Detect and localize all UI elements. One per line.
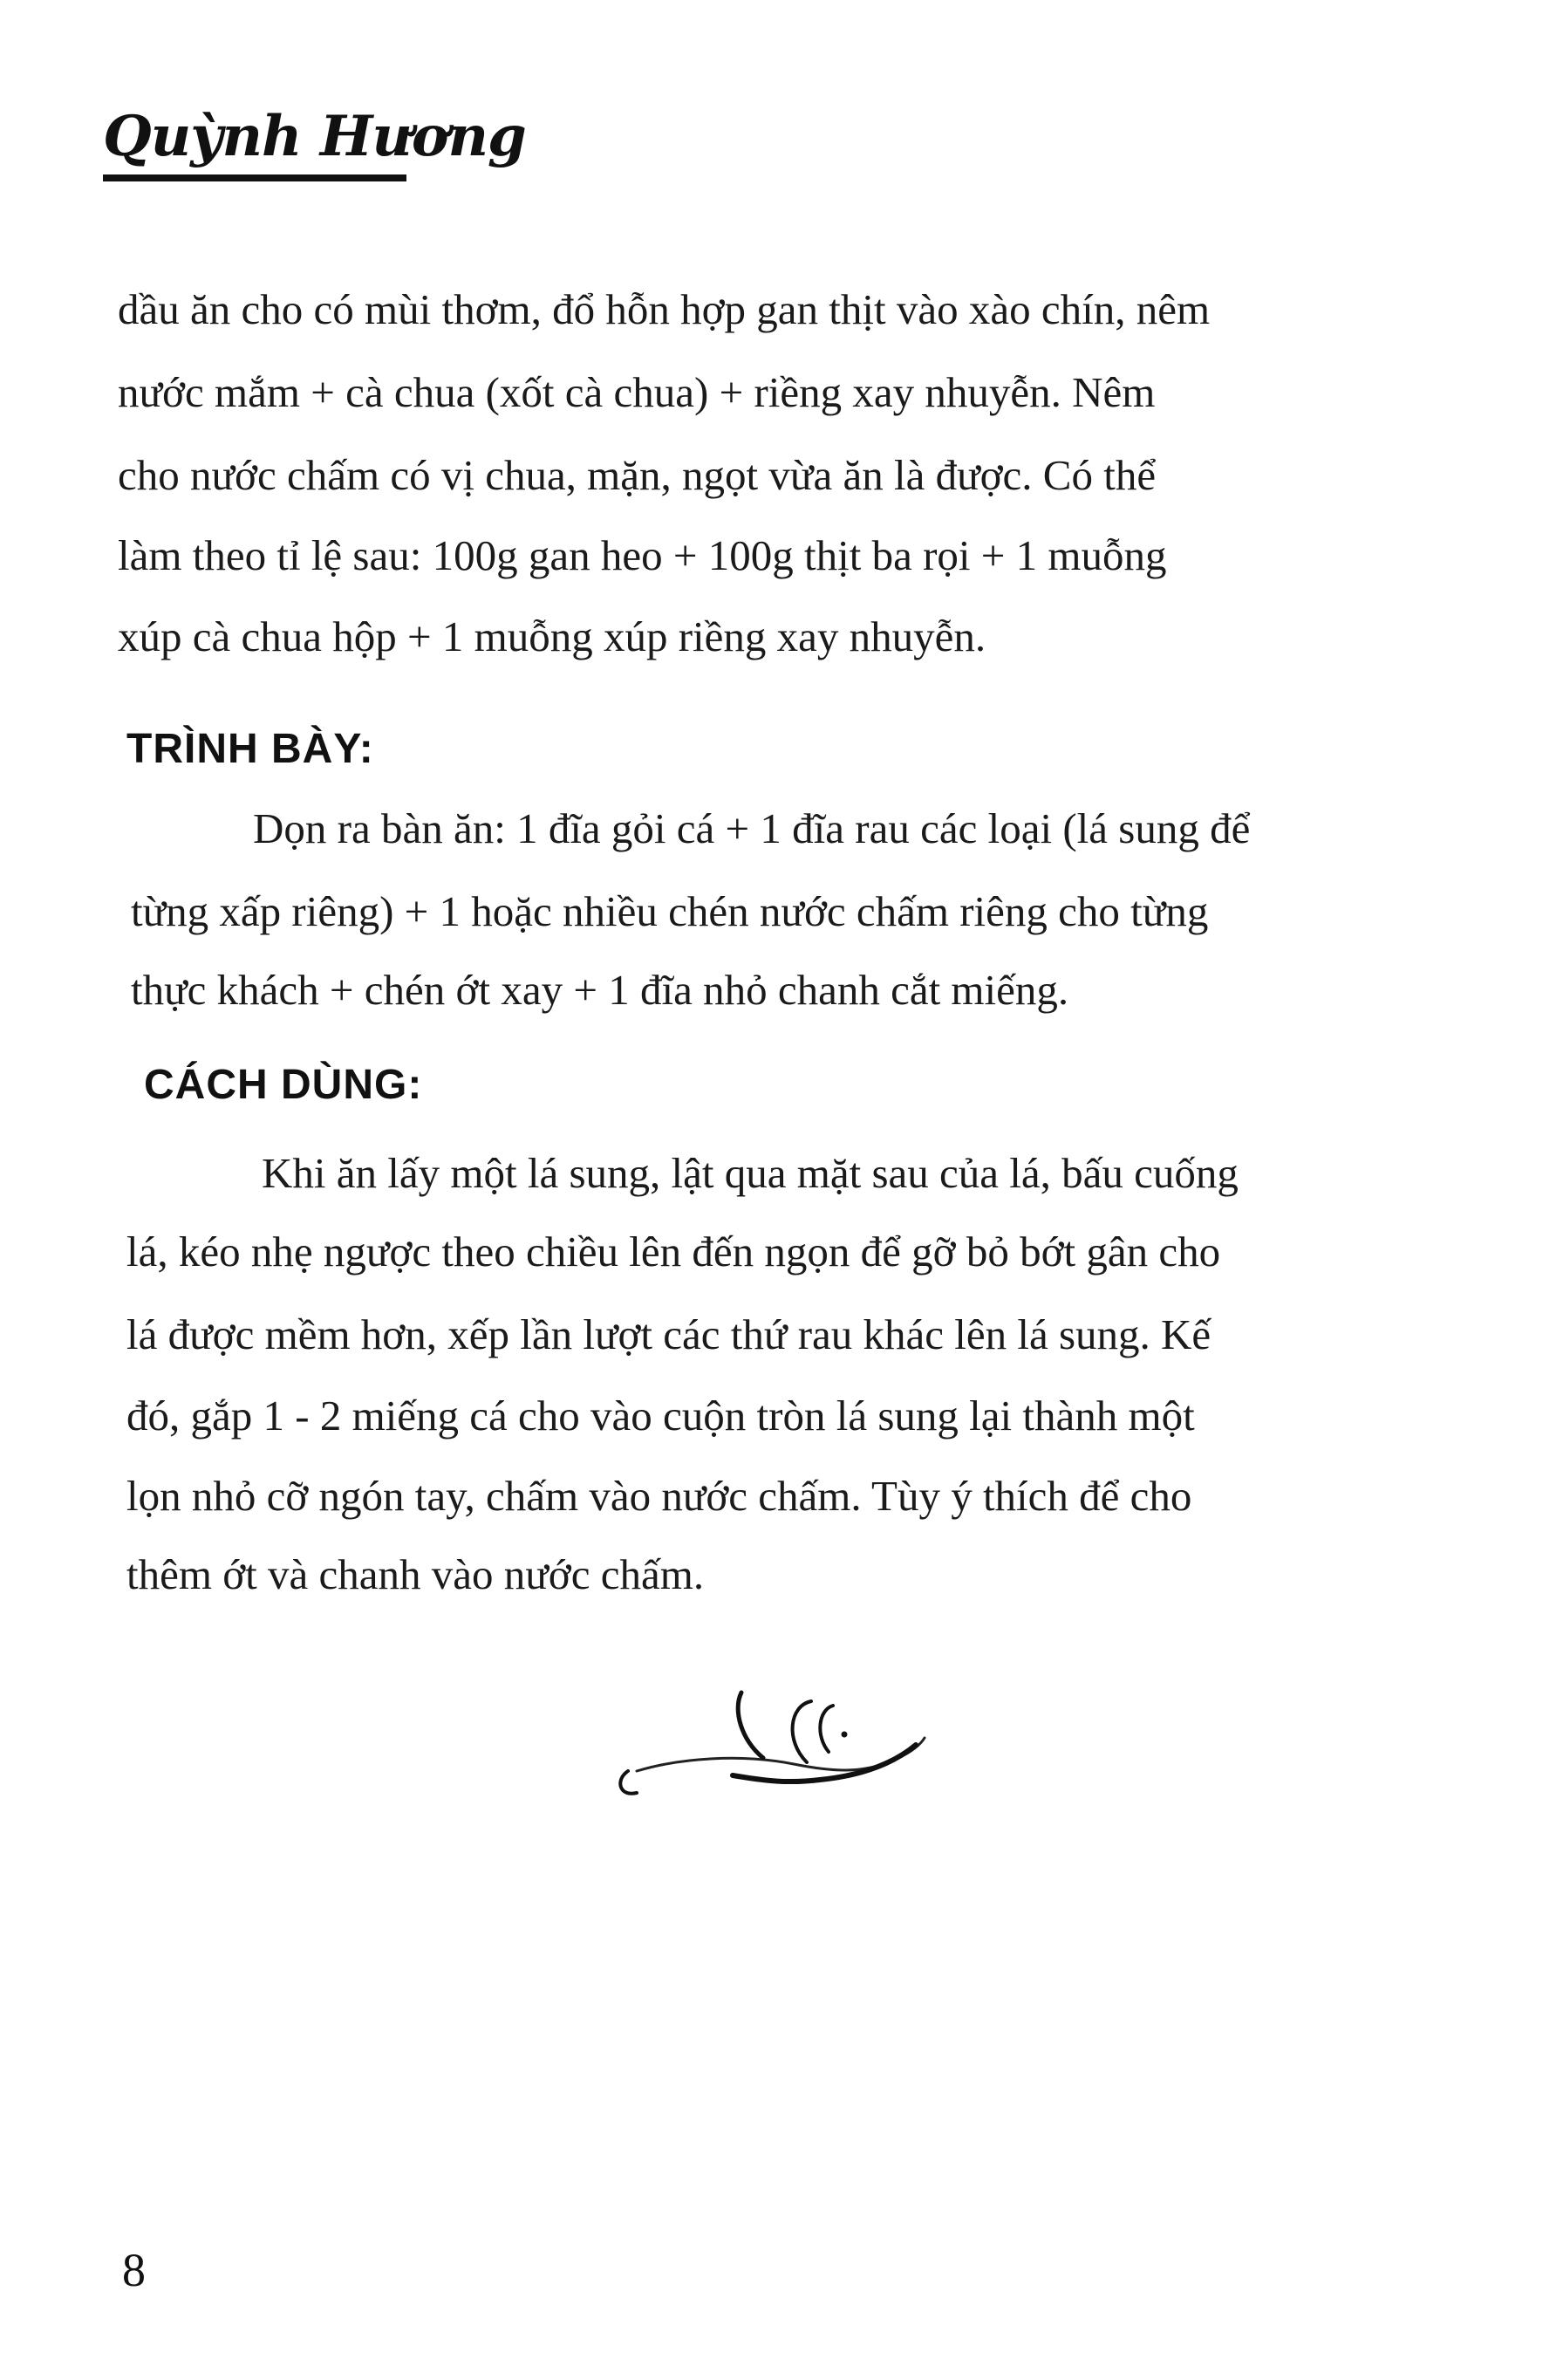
paragraph-line: lá được mềm hơn, xếp lần lượt các thứ rau khác lên lá sung. Kế: [126, 1310, 1211, 1358]
paragraph-line: thêm ớt và chanh vào nước chấm.: [126, 1550, 705, 1598]
paragraph-line: Khi ăn lấy một lá sung, lật qua mặt sau của lá, bấu cuống: [262, 1149, 1239, 1197]
paragraph-line: thực khách + chén ớt xay + 1 đĩa nhỏ chanh cắt miếng.: [131, 966, 1069, 1014]
page-number: 8: [122, 2244, 146, 2296]
flourish-ornament-icon: [611, 1675, 959, 1806]
paragraph-line: Dọn ra bàn ăn: 1 đĩa gỏi cá + 1 đĩa rau các loại (lá sung để: [253, 804, 1251, 852]
section-heading-usage: CÁCH DÙNG:: [144, 1062, 423, 1108]
paragraph-line: dầu ăn cho có mùi thơm, đổ hỗn hợp gan thịt vào xào chín, nêm: [118, 285, 1211, 333]
paragraph-line: đó, gắp 1 - 2 miếng cá cho vào cuộn tròn lá sung lại thành một: [126, 1392, 1195, 1440]
section-heading-presentation: TRÌNH BÀY:: [126, 726, 374, 772]
header-underline: [103, 174, 406, 181]
paragraph-line: làm theo tỉ lệ sau: 100g gan heo + 100g thịt ba rọi + 1 muỗng: [118, 531, 1167, 579]
paragraph-line: cho nước chấm có vị chua, mặn, ngọt vừa ăn là được. Có thể: [118, 451, 1157, 499]
paragraph-line: lá, kéo nhẹ ngược theo chiều lên đến ngọn để gỡ bỏ bớt gân cho: [126, 1228, 1221, 1275]
paragraph-line: xúp cà chua hộp + 1 muỗng xúp riềng xay nhuyễn.: [118, 612, 986, 660]
running-title: Quỳnh Hương: [103, 104, 526, 169]
paragraph-line: nước mắm + cà chua (xốt cà chua) + riềng xay nhuyễn. Nêm: [118, 368, 1156, 416]
paragraph-line: lọn nhỏ cỡ ngón tay, chấm vào nước chấm. Tùy ý thích để cho: [126, 1472, 1192, 1520]
paragraph-line: từng xấp riêng) + 1 hoặc nhiều chén nước chấm riêng cho từng: [131, 887, 1209, 935]
